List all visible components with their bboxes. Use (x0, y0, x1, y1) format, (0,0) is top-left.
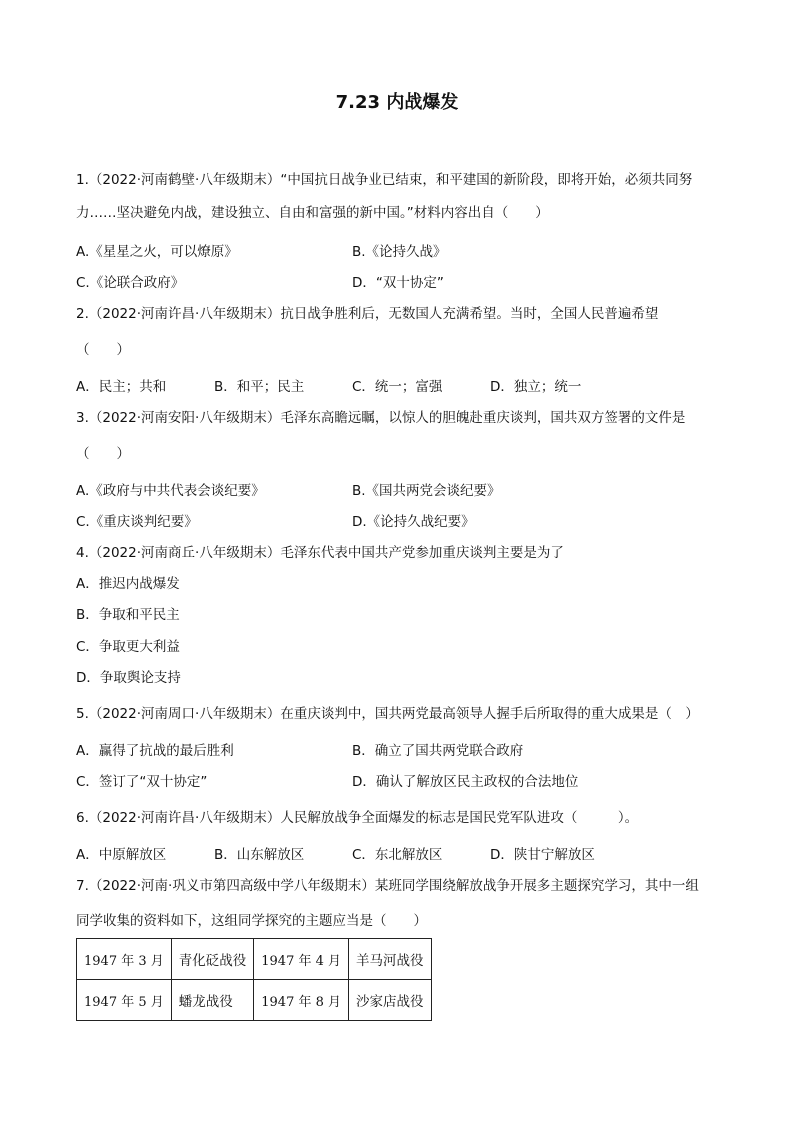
page-title: 7.23 内战爆发 (335, 92, 459, 113)
q6-option-c: C．东北解放区 (352, 847, 443, 863)
table-cell-battle: 蟠龙战役 (171, 980, 254, 1021)
q3-option-c: C.《重庆谈判纪要》 (76, 514, 198, 530)
table-cell-date: 1947 年 8 月 (254, 980, 349, 1021)
q6-option-d: D．陕甘宁解放区 (490, 847, 595, 863)
q7-stem-line2: 同学收集的资料如下，这组同学探究的主题应当是（ ） (76, 913, 427, 929)
table-row (77, 980, 432, 1021)
table-row (77, 939, 432, 980)
q2-option-d: D．独立；统一 (490, 379, 582, 395)
q1-option-b: B.《论持久战》 (352, 244, 447, 260)
q4-option-b: B．争取和平民主 (76, 607, 180, 623)
q4-stem: 4.（2022·河南商丘·八年级期末）毛泽东代表中国共产党参加重庆谈判主要是为了 (76, 545, 564, 561)
q5-option-a: A．赢得了抗战的最后胜利 (76, 743, 234, 759)
q5-option-d: D．确认了解放区民主政权的合法地位 (352, 774, 579, 790)
q1-option-c: C.《论联合政府》 (76, 275, 185, 291)
table-cell-battle: 青化砭战役 (171, 939, 254, 980)
q3-option-d: D.《论持久战纪要》 (352, 514, 475, 530)
table-cell-date: 1947 年 3 月 (77, 939, 172, 980)
table-cell-battle: 羊马河战役 (349, 939, 432, 980)
q2-stem-line2: （ ） (76, 342, 130, 358)
q3-stem-line1: 3.（2022·河南安阳·八年级期末）毛泽东高瞻远瞩，以惊人的胆魄赴重庆谈判，国共双方签署的文件是 (76, 410, 686, 426)
q2-option-a: A．民主；共和 (76, 379, 167, 395)
q3-stem-line2: （ ） (76, 446, 130, 462)
q2-stem-line1: 2.（2022·河南许昌·八年级期末）抗日战争胜利后，无数国人充满希望。当时，全国人民普遍希望 (76, 306, 659, 322)
q4-option-c: C．争取更大利益 (76, 639, 180, 655)
q4-option-d: D．争取舆论支持 (76, 670, 181, 686)
table-cell-battle: 沙家店战役 (349, 980, 432, 1021)
q3-option-a: A.《政府与中共代表会谈纪要》 (76, 483, 265, 499)
q1-stem-line1: 1.（2022·河南鹤壁·八年级期末）“中国抗日战争业已结束，和平建国的新阶段，即将开始，必须共同努 (76, 172, 693, 188)
q2-option-b: B．和平；民主 (214, 379, 305, 395)
q6-option-b: B．山东解放区 (214, 847, 305, 863)
table-cell-date: 1947 年 5 月 (77, 980, 172, 1021)
q7-battle-table (76, 938, 432, 1021)
q1-stem-line2: 力……坚决避免内战，建设独立、自由和富强的新中国。”材料内容出自（ ） (76, 205, 549, 221)
table-cell-date: 1947 年 4 月 (254, 939, 349, 980)
q5-option-b: B．确立了国共两党联合政府 (352, 743, 524, 759)
q7-stem-line1: 7.（2022·河南·巩义市第四高级中学八年级期末）某班同学围绕解放战争开展多主题探究学习，其中一组 (76, 878, 699, 894)
q6-stem: 6.（2022·河南许昌·八年级期末）人民解放战争全面爆发的标志是国民党军队进攻（ ）。 (76, 810, 639, 826)
q2-option-c: C．统一；富强 (352, 379, 443, 395)
q5-stem: 5.（2022·河南周口·八年级期末）在重庆谈判中，国共两党最高领导人握手后所取得的重大成果是（ ） (76, 706, 699, 722)
q1-option-d: D．“双十协定” (352, 275, 444, 291)
q3-option-b: B.《国共两党会谈纪要》 (352, 483, 501, 499)
q1-option-a: A.《星星之火，可以燎原》 (76, 244, 238, 260)
q5-option-c: C．签订了“双十协定” (76, 774, 208, 790)
q6-option-a: A．中原解放区 (76, 847, 167, 863)
q4-option-a: A．推迟内战爆发 (76, 576, 180, 592)
